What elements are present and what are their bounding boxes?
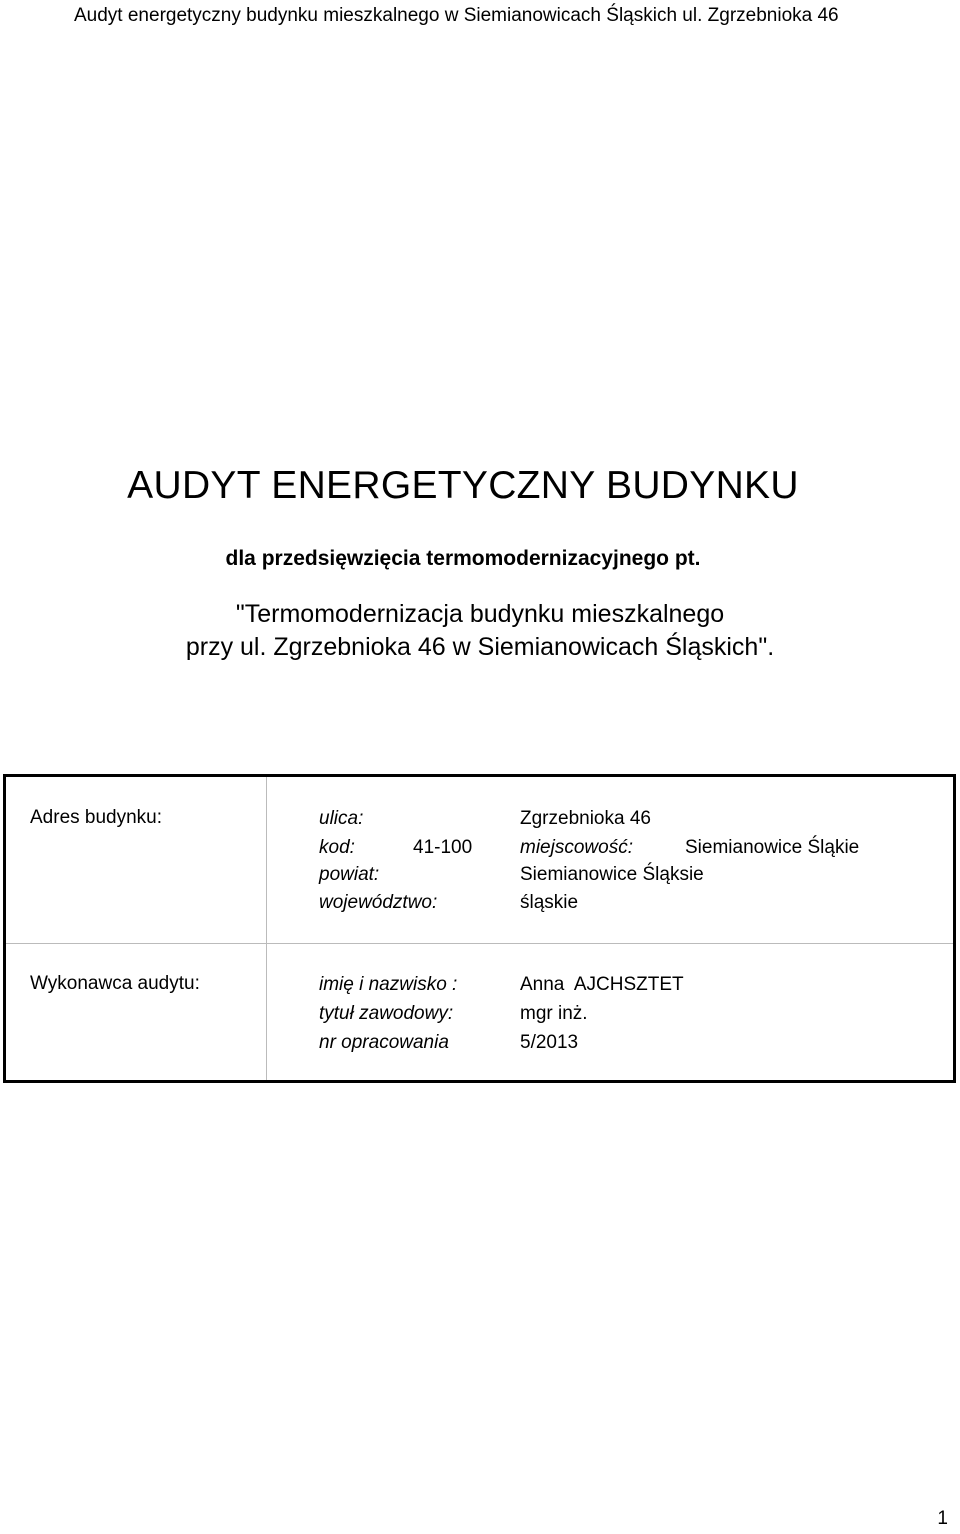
auditor-title-label: tytuł zawodowy: [319,1003,454,1024]
project-title [0,598,960,664]
street-label: ulica: [319,808,364,829]
document-title: AUDYT ENERGETYCZNY BUDYNKU [127,464,799,507]
auditor-title-value: mgr inż. [520,1003,588,1024]
street-value: Zgrzebnioka 46 [520,808,651,829]
voivodeship-value: śląskie [520,892,579,913]
auditor-section-label: Wykonawca audytu: [30,973,200,994]
report-number-label: nr opracowania [319,1032,449,1053]
document-subtitle: dla przedsięwzięcia termomodernizacyjnego pt. [225,547,701,570]
row-divider [6,943,953,944]
county-value: Siemianowice Śląksie [520,864,704,885]
city-label: miejscowość: [520,837,633,858]
county-label: powiat: [319,864,380,885]
project-title-line-1: "Termomodernizacja budynku mieszkalnego [235,600,725,628]
city-value: Siemianowice Śląkie [685,837,860,858]
running-header: Audyt energetyczny budynku mieszkalnego w Siemianowicach Śląskich ul. Zgrzebnioka 46 [74,5,839,26]
auditor-name-value: Anna AJCHSZTET [520,974,684,995]
address-section-label: Adres budynku: [30,807,163,828]
postcode-value: 41-100 [413,837,473,858]
postcode-label: kod: [319,837,355,858]
column-divider [266,777,267,1080]
project-title-line-2: przy ul. Zgrzebnioka 46 w Siemianowicach Śląskich". [185,633,775,661]
voivodeship-label: województwo: [319,892,438,913]
auditor-name-label: imię i nazwisko : [319,974,458,995]
report-number-value: 5/2013 [520,1032,579,1053]
info-table [3,774,956,1083]
page-number: 1 [937,1508,948,1529]
